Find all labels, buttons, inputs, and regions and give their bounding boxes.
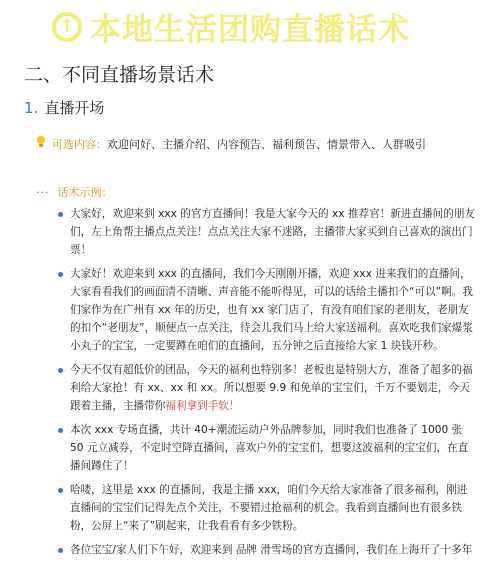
- subsection-heading: [24, 97, 104, 118]
- list-item: 大家好！欢迎来到 xxx 的直播间，我们今天刚刚开播，欢迎 xxx 进来我们的直播间，大家看看我们的画面清不清晰、声音能不能听得见，可以的话给主播扣个“可以”啊。我们家作为在广州有 xx 年的历史，也有 xx 家门店了，有没有咱们家的老朋友，老朋友的扣个“老朋友”，顺便点一点关注，待会儿我们马上给大家送福利。喜欢吃我们家爆浆小丸子的宝宝，一定要蹲在咱们的直播间，五分钟之后直接给大家 1 块钱开秒。: [56, 265, 476, 355]
- bullet-icon: [58, 212, 63, 217]
- bullet-icon: [58, 272, 63, 277]
- list-item: 大家好，欢迎来到 xxx 的官方直播间！我是大家今天的 xx 推荐官！新进直播间的朋友们，左上角帮主播点点关注！点点关注大家不迷路，主播带大家买到自己喜欢的演出门票！: [56, 205, 476, 259]
- section-heading: 二、不同直播场景话术: [24, 64, 215, 86]
- subsection-title: 直播开场: [44, 99, 105, 117]
- optional-content-callout: [36, 135, 480, 152]
- subsection-number: 1.: [24, 99, 39, 117]
- arrow-up-circle-icon: ↑: [52, 12, 82, 42]
- script-list: [56, 205, 476, 565]
- bullet-icon: [58, 548, 63, 553]
- list-item: 今天不仅有超低价的团品，今天的福利也特别多！老板也是特别大方，准备了超多的福利给大家抢！有 xx、xx 和 xx。所以想要 9.9 和免单的宝宝们，千万不要划走，今天跟着主播，主播带你福利拿到手软！: [56, 361, 476, 415]
- ellipsis-icon: ···: [36, 185, 50, 199]
- examples-heading: [36, 184, 113, 200]
- callout-label: 可选内容：: [52, 137, 107, 151]
- callout-content: 欢迎问好、主播介绍、内容预告、福利预告、情景带入、人群吸引: [107, 137, 426, 151]
- examples-label: 话术示例：: [57, 186, 113, 199]
- banner-title: 本地生活团购直播话术: [90, 12, 410, 48]
- lightbulb-icon: [36, 135, 46, 152]
- list-item: 各位宝宝/家人们下午好，欢迎来到 品牌 滑雪场的官方直播间，我们在上海开了十多年: [56, 541, 476, 559]
- banner-content: [52, 4, 410, 49]
- bullet-icon: [58, 488, 63, 493]
- list-item: 哈喽，这里是 xxx 的直播间，我是主播 xxx，咱们今天给大家准备了很多福利，刚进直播间的宝宝们记得先点个关注，不要错过抢福利的机会。我看到直播间也有很多铁粉，公屏上“来了”刷起来，让我看看有多少铁粉。: [56, 481, 476, 535]
- bullet-icon: [58, 428, 63, 433]
- title-banner: [0, 0, 500, 50]
- bullet-icon: [58, 368, 63, 373]
- list-item: 本次 xxx 专场直播，共计 40+潮流运动户外品牌参加，同时我们也准备了 1000 张 50 元立减券，不定时空降直播间，喜欢户外的宝宝们，想要这波福利的宝宝们，在直播间蹲住了！: [56, 421, 476, 475]
